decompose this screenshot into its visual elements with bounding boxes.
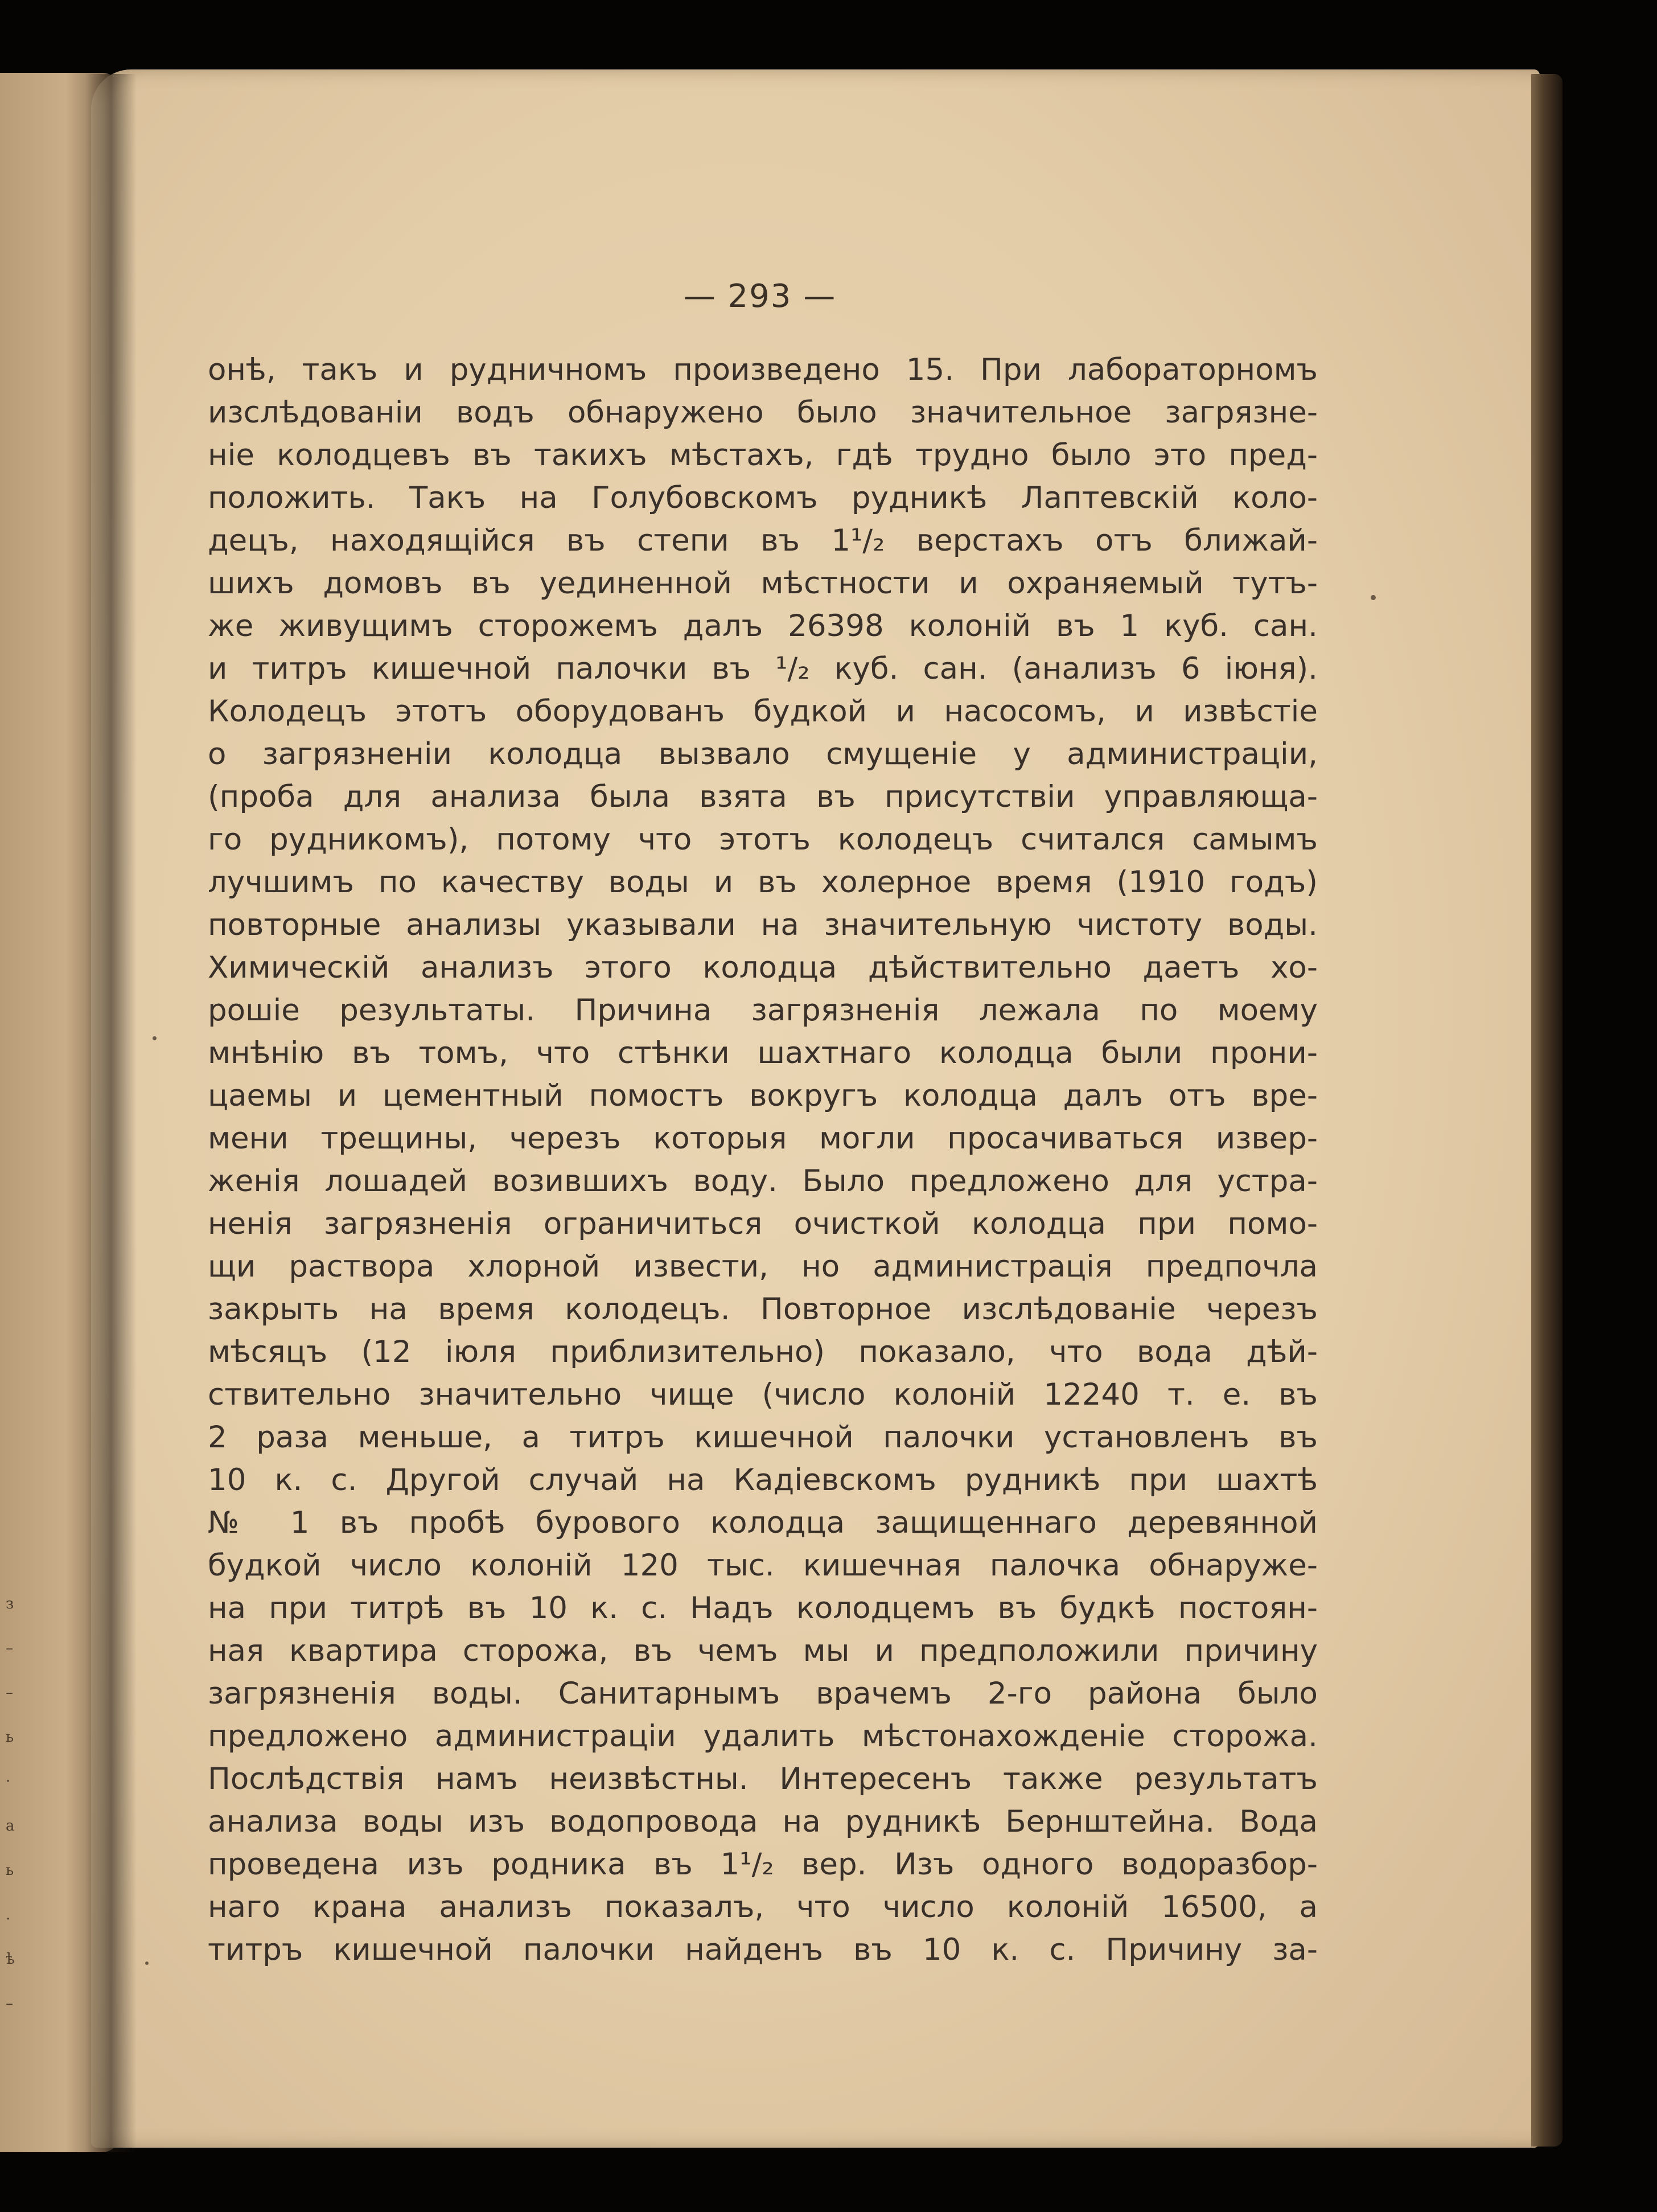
text-line: цаемы и цементный помостъ вокругъ колодца далъ отъ вре-: [208, 1078, 1318, 1113]
text-line: положить. Такъ на Голубовскомъ рудникѣ Лаптевскій коло-: [208, 481, 1318, 515]
text-line: наго крана анализъ показалъ, что число колоній 16500, а: [208, 1890, 1318, 1924]
text-line: на при титрѣ въ 10 к. с. Надъ колодцемъ въ будкѣ постоян-: [208, 1591, 1318, 1626]
text-line: ненія загрязненія ограничиться очисткой колодца при помо-: [208, 1206, 1318, 1241]
text-line: онѣ, такъ и рудничномъ произведено 15. При лабораторномъ: [208, 352, 1318, 387]
page-number: — 293 —: [683, 278, 837, 315]
text-line: предложено администраціи удалить мѣстонахожденіе сторожа.: [208, 1719, 1318, 1754]
text-line: Колодецъ этотъ оборудованъ будкой и насосомъ, и извѣстіе: [208, 694, 1318, 729]
paper-speck: [153, 1036, 157, 1040]
text-line: 2 раза меньше, а титръ кишечной палочки установленъ въ: [208, 1420, 1318, 1455]
text-line: и титръ кишечной палочки въ ¹/₂ куб. сан. (анализъ 6 іюня).: [208, 651, 1318, 686]
margin-mark: ь: [6, 1729, 14, 1746]
text-line: ствительно значительно чище (число колоній 12240 т. е. въ: [208, 1377, 1318, 1412]
text-line: мнѣнію въ томъ, что стѣнки шахтнаго колодца были прони-: [208, 1036, 1318, 1070]
left-page-margin-marks: [6, 1582, 23, 2026]
text-line: рошіе результаты. Причина загрязненія лежала по моему: [208, 993, 1318, 1028]
margin-mark: .: [6, 1906, 11, 1923]
body-text: [208, 348, 1318, 1971]
text-line: повторные анализы указывали на значительную чистоту воды.: [208, 908, 1318, 942]
margin-mark: ·: [6, 1773, 11, 1790]
text-line: же живущимъ сторожемъ далъ 26398 колоній въ 1 куб. сан.: [208, 609, 1318, 643]
text-line: женія лошадей возившихъ воду. Было предложено для устра-: [208, 1164, 1318, 1199]
margin-mark: –: [6, 1995, 13, 2012]
text-line: мени трещины, черезъ которыя могли просачиваться извер-: [208, 1121, 1318, 1156]
margin-mark: –: [6, 1640, 13, 1657]
paper-speck: [145, 1961, 149, 1965]
paper-speck: [1371, 595, 1376, 600]
text-line: проведена изъ родника въ 1¹/₂ вер. Изъ одного водоразбор-: [208, 1847, 1318, 1882]
margin-mark: ѣ: [6, 1951, 15, 1968]
text-line: закрыть на время колодецъ. Повторное изслѣдованіе черезъ: [208, 1292, 1318, 1327]
text-line: титръ кишечной палочки найденъ въ 10 к. с. Причину за-: [208, 1932, 1318, 1967]
text-line: изслѣдованіи водъ обнаружено было значительное загрязне-: [208, 395, 1318, 430]
page-edge: [1531, 74, 1563, 2147]
text-line: Послѣдствія намъ неизвѣстны. Интересенъ также результатъ: [208, 1762, 1318, 1796]
text-line: будкой число колоній 120 тыс. кишечная палочка обнаруже-: [208, 1548, 1318, 1583]
margin-mark: ь: [6, 1862, 14, 1879]
text-line: ная квартира сторожа, въ чемъ мы и предположили причину: [208, 1634, 1318, 1668]
margin-mark: –: [6, 1684, 13, 1701]
margin-mark: а: [6, 1817, 15, 1835]
text-line: щи раствора хлорной извести, но администрація предпочла: [208, 1249, 1318, 1284]
text-line: шихъ домовъ въ уединенной мѣстности и охраняемый тутъ-: [208, 566, 1318, 601]
gutter-shadow: [85, 74, 137, 2152]
text-line: децъ, находящійся въ степи въ 1¹/₂ верстахъ отъ ближай-: [208, 523, 1318, 558]
text-line: ніе колодцевъ въ такихъ мѣстахъ, гдѣ трудно было это пред-: [208, 438, 1318, 473]
text-line: о загрязненіи колодца вызвало смущеніе у администраціи,: [208, 737, 1318, 771]
text-line: № 1 въ пробѣ бурового колодца защищеннаго деревянной: [208, 1505, 1318, 1540]
text-line: 10 к. с. Другой случай на Кадіевскомъ рудникѣ при шахтѣ: [208, 1463, 1318, 1497]
text-line: мѣсяцъ (12 іюля приблизительно) показало, что вода дѣй-: [208, 1335, 1318, 1369]
text-line: го рудникомъ), потому что этотъ колодецъ считался самымъ: [208, 822, 1318, 857]
text-line: анализа воды изъ водопровода на рудникѣ Бернштейна. Вода: [208, 1804, 1318, 1839]
text-line: загрязненія воды. Санитарнымъ врачемъ 2-го района было: [208, 1676, 1318, 1711]
text-line: (проба для анализа была взята въ присутствіи управляюща-: [208, 779, 1318, 814]
text-line: Химическій анализъ этого колодца дѣйствительно даетъ хо-: [208, 950, 1318, 985]
margin-mark: з: [6, 1595, 14, 1612]
text-line: лучшимъ по качеству воды и въ холерное время (1910 годъ): [208, 865, 1318, 900]
